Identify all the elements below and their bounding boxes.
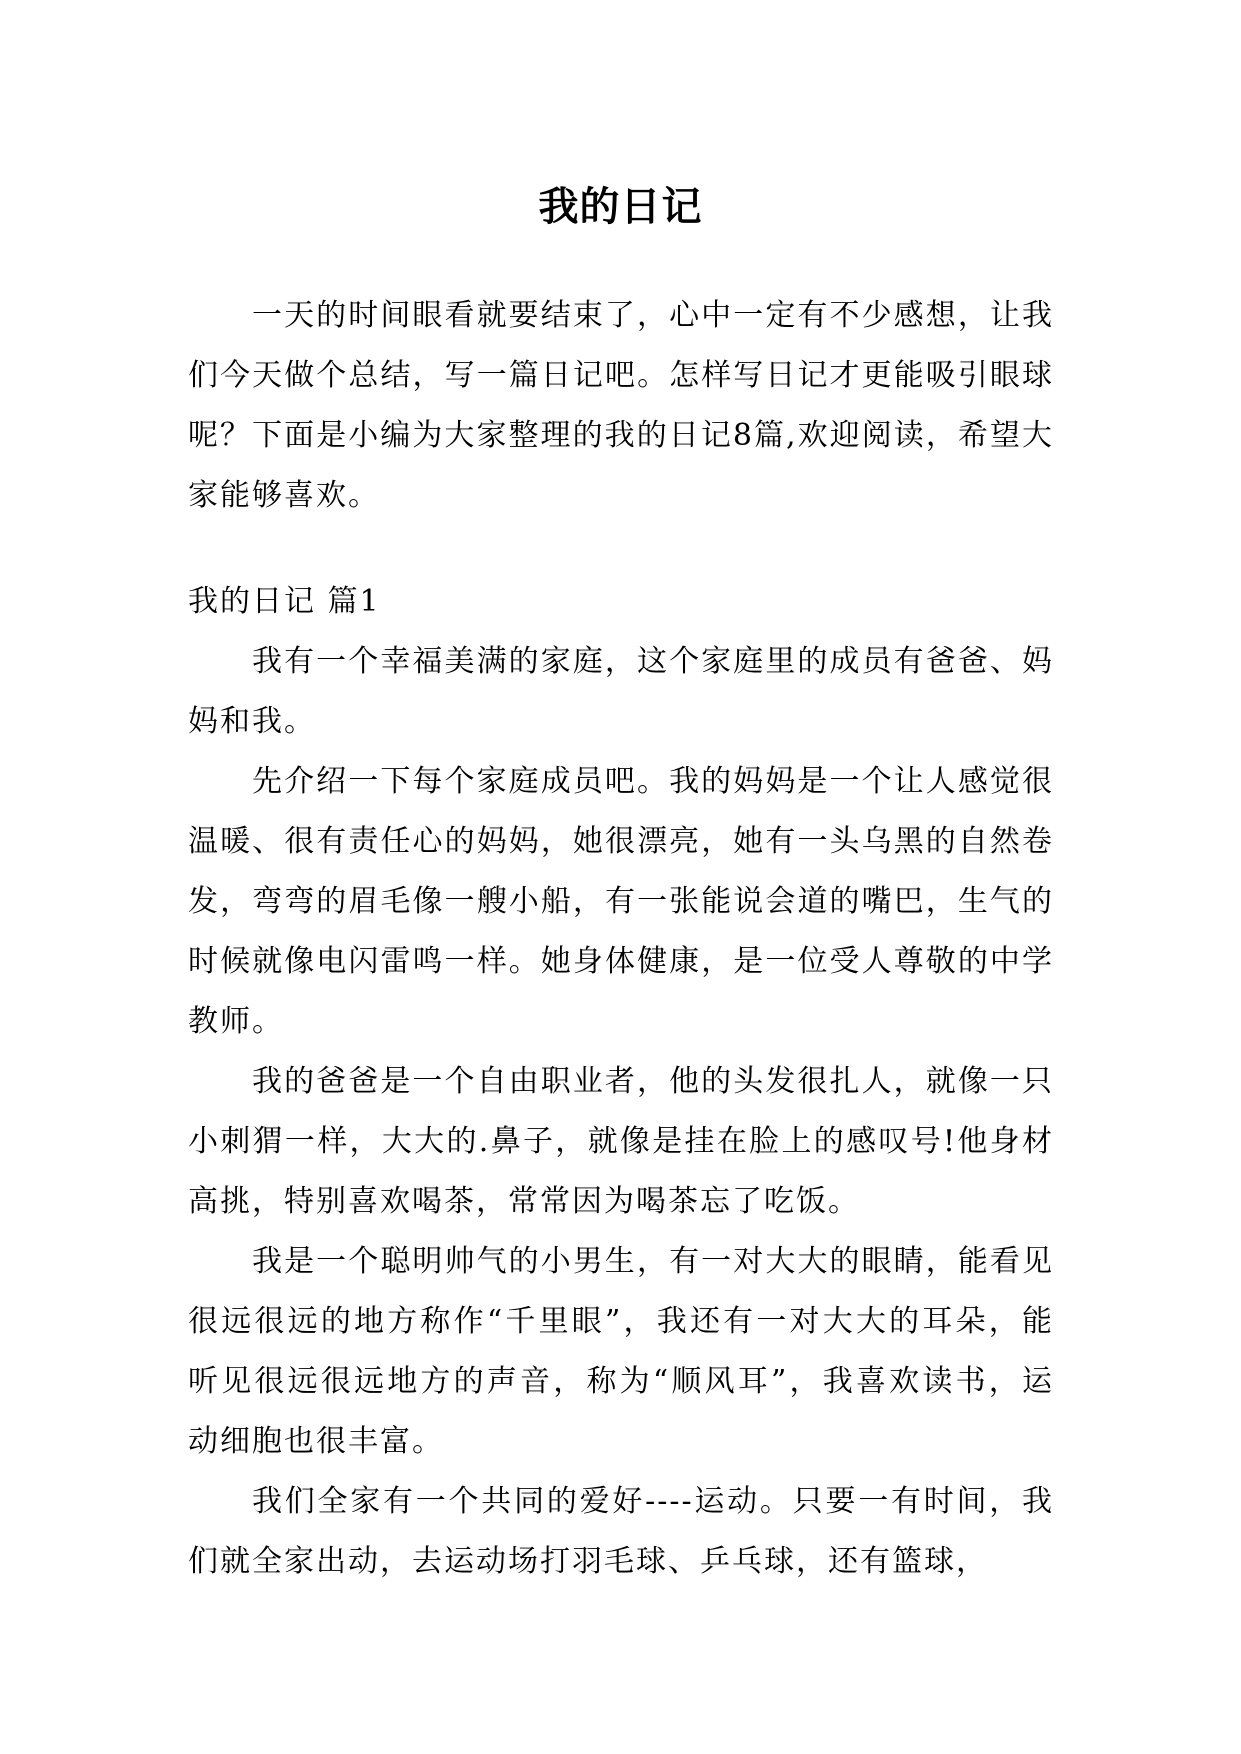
section-paragraph-4: 我是一个聪明帅气的小男生，有一对大大的眼睛，能看见很远很远的地方称作“千里眼”，我还有一对大大的耳朵，能听见很远很远地方的声音，称为“顺风耳”，我喜欢读书，运动细胞也很丰富。 — [188, 1244, 1054, 1459]
document-title: 我的日记 — [538, 183, 703, 230]
section-heading: 我的日记 篇1 — [188, 584, 381, 619]
section-paragraph-3: 我的爸爸是一个自由职业者，他的头发很扎人，就像一只小刺猬一样，大大的.鼻子，就像是挂在脸上的感叹号!他身材高挑，特别喜欢喝茶，常常因为喝茶忘了吃饭。 — [188, 1064, 1054, 1219]
section-paragraph-1: 我有一个幸福美满的家庭，这个家庭里的成员有爸爸、妈妈和我。 — [188, 644, 1054, 739]
intro-paragraph: 一天的时间眼看就要结束了，心中一定有不少感想，让我们今天做个总结，写一篇日记吧。怎样写日记才更能吸引眼球呢？下面是小编为大家整理的我的日记8篇,欢迎阅读，希望大家能够喜欢。 — [188, 298, 1054, 513]
section-paragraph-5: 我们全家有一个共同的爱好----运动。只要一有时间，我们就全家出动，去运动场打羽毛球、乒乓球，还有篮球， — [188, 1484, 1054, 1579]
diary-section-1 — [188, 572, 1054, 1592]
intro-block — [188, 286, 1054, 526]
section-paragraph-2: 先介绍一下每个家庭成员吧。我的妈妈是一个让人感觉很温暖、很有责任心的妈妈，她很漂亮，她有一头乌黑的自然卷发，弯弯的眉毛像一艘小船，有一张能说会道的嘴巴，生气的时候就像电闪雷鸣一样。她身体健康，是一位受人尊敬的中学教师。 — [188, 764, 1054, 1039]
